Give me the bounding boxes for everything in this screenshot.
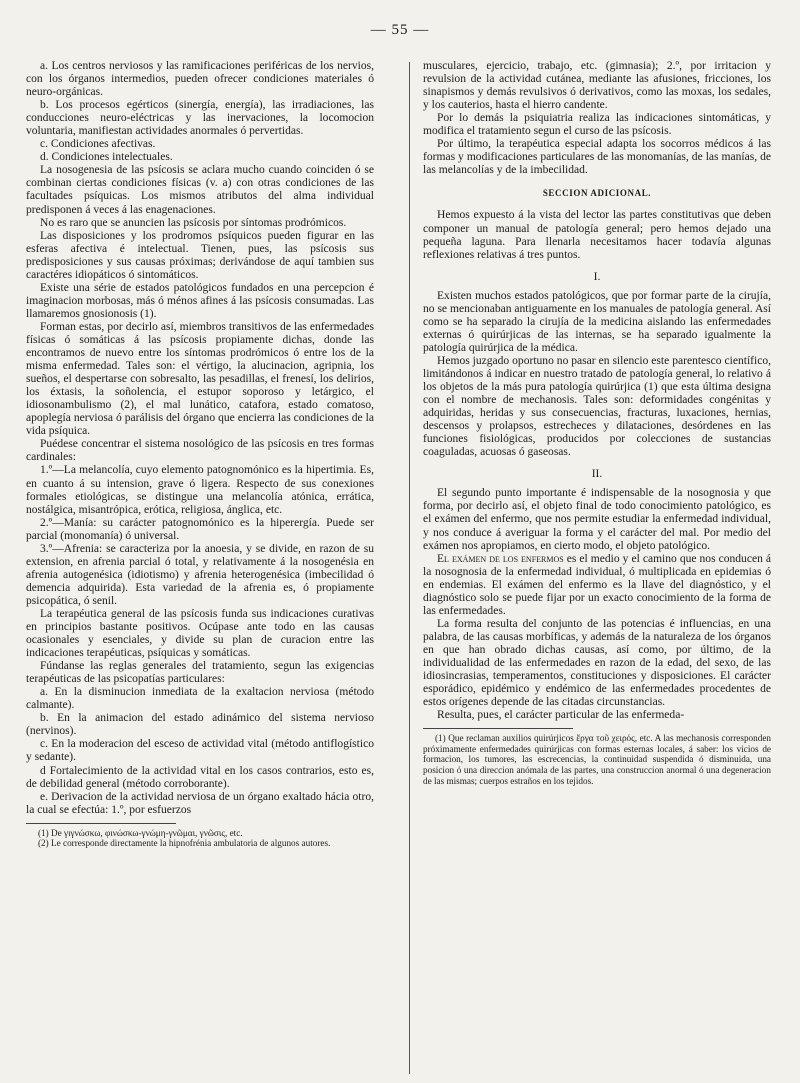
paragraph: 1.º—La melancolía, cuyo elemento patognomónico es la hipertimia. Es, en cuanto á su intension, grave ó ligera. Respecto de sus conexiones formales etiológicas, se distingue una melancolía atónica, errática, nostálgica, misantrópica, erótica, religiosa, ánglica, etc. <box>26 464 374 516</box>
paragraph: a. Los centros nerviosos y las ramificaciones periféricas de los nervios, con los órganos intermedios, pueden ofrecer condiciones materiales ó neuro-orgánicas. <box>26 60 374 99</box>
paragraph: Hemos expuesto á la vista del lector las partes constitutivas que deben componer un manual de patología general; pero hemos dejado una pequeña laguna. Para llenarla necesitamos hacer todavía algunas reflexiones relativas á tres puntos. <box>423 209 771 261</box>
paragraph: e. Derivacion de la actividad nerviosa de un órgano exaltado hácia otro, la cual se efectúa: 1.º, por esfuerzos <box>26 790 374 816</box>
paragraph: No es raro que se anuncien las psícosis por síntomas prodrómicos. <box>40 216 347 229</box>
paragraph: Por último, la terapéutica especial adapta los socorros médicos á las formas y modificaciones particulares de las monomanías, de las manías, de las melancolías y de la imbecilidad. <box>423 138 771 177</box>
footnote: (1) De γιγνώσκω, φινώσκω-γνώμη-γνῶμαι, γνῶσις, etc. <box>38 827 243 838</box>
footnote-divider <box>423 728 573 729</box>
paragraph: El segundo punto importante é indispensable de la nosognosia y que forma, por decirlo así, el objeto final de todo conocimiento patológico, es el exámen del enfermo, que nos permite estudiar la enfermedad individual, y nos conduce á averiguar la forma y el carácter del mal. Por medio del exámen nos apropiamos, en cierto modo, el objeto patológico. <box>423 487 771 552</box>
paragraph: d Fortalecimiento de la actividad vital en los casos contrarios, esto es, de debilidad general (método corroborante). <box>26 764 374 790</box>
paragraph: c. Condiciones afectivas. <box>40 138 156 151</box>
paragraph: Puédese concentrar el sistema nosológico de las psícosis en tres formas cardinales: <box>26 438 374 464</box>
paragraph: 3.º—Afrenia: se caracteriza por la anoesia, y se divide, en razon de su extension, en afrenia parcial ó total, y relativamente á la nosogenésia en afrenia autogenésica (idiotismo) y afrenia heterogenésica (imbecilidad ó demencia adquirida). Esta variedad de la afrenia es, ó propiamente psicopática, ó senil. <box>26 542 374 607</box>
part-heading-1: I. <box>593 270 601 283</box>
paragraph: Hemos juzgado oportuno no pasar en silencio este parentesco científico, limitándonos á indicar en nuestro tratado de patología general, lo relativo á los objetos de la más pura patología quirúrjica (1) que esta última designa con el nombre de mechanosis. Tales son: deformidades congénitas y adquiridas, heridas y sus consecuencias, fracturas, luxaciones, hernias, descensos y prolapsos, estrecheces y dilataciones, desórdenes en las funciones fisiológicas, producidos por colecciones de sustancias coaguladas, acuosas ó gaseosas. <box>423 354 771 459</box>
paragraph: musculares, ejercicio, trabajo, etc. (gimnasia); 2.º, por irritacion y revulsion de la actividad cutánea, mediante las afusiones, fricciones, los sinapismos y demás revulsivos ó derivativos, como las moxas, los sedales, y los cauterios, hasta el hierro candente. <box>423 60 771 112</box>
paragraph: La forma resulta del conjunto de las potencias é influencias, en una palabra, de las causas morbíficas, y además de la naturaleza de los órganos en que han obrado dichas causas, así como, por último, de la individualidad de las enfermedades en razon de la edad, del sexo, de las idiosincrasias, temperamentos, constituciones y disposiciones. El carácter esporádico, epidémico y endémico de las enfermedades procedentes de estos orígenes depende de las citadas circunstancias. <box>423 617 771 709</box>
page-number: — 55 — <box>370 22 430 38</box>
paragraph: Forman estas, por decirlo así, miembros transitivos de las enfermedades físicas ó somáticas á las psícosis propiamente dichas, donde las encontramos de nuevo entre los síntomas prodrómicos ó entre los de la misma enfermedad. Tales son: el vértigo, la alucinacion, agripnia, los sueños, el despertarse con sobresalto, las pesadillas, el frenesí, los delirios, los éxtasis, la soñolencia, el estupor soporoso y letárgico, el idiosonambulismo (2), el mal lunático, catafora, estado comatoso, apoplegía nerviosa ó parálisis del órgano que encierra las condiciones de la vida psíquica. <box>26 320 374 438</box>
paragraph: Existe una série de estados patológicos fundados en una percepcion é imaginacion morbosas, más ó ménos afines á las psícosis consumadas. Las llamaremos gnosionosis (1). <box>26 281 374 320</box>
paragraph: 2.º—Manía: su carácter patognomónico es la hiperergía. Puede ser parcial (monomanía) ó universal. <box>26 516 374 542</box>
footnote-divider <box>26 823 176 824</box>
part-heading-2: II. <box>591 468 603 481</box>
paragraph <box>423 553 771 618</box>
column-divider <box>409 62 410 1074</box>
paragraph: Fúndanse las reglas generales del tratamiento, segun las exigencias terapéuticas de las psicopatías particulares: <box>26 660 374 686</box>
left-footnotes <box>26 828 374 849</box>
paragraph: La nosogenesia de las psícosis se aclara mucho cuando coinciden ó se combinan ciertas condiciones físicas (v. a) con otras condiciones de las facultades psíquicas. Los mismos atributos del alma individual predisponen á veces á las enagenaciones. <box>26 164 374 216</box>
paragraph-text: es el medio y el camino que nos conducen á la nosognosia de la enfermedad individual, ó multiplicada en epidemias ó en endemias. El exámen del enfermo es la llave del diagnóstico, y el diagnóstico solo se puede fijar por un exacto conocimiento de la forma de las enfermedades. <box>423 552 771 617</box>
paragraph: c. En la moderacion del esceso de actividad vital (método antiflogístico y sedante). <box>26 738 374 764</box>
paragraph: Resulta, pues, el carácter particular de las enfermeda- <box>437 709 685 722</box>
paragraph: Existen muchos estados patológicos, que por formar parte de la cirujía, no se mencionaban antiguamente en los manuales de patología general. Así como se ha separado la cirujía de la medicina aislando las enfermedades externas ó quirúrjicas de las internas, se ha separado igualmente la patología quirúrjica de la médica. <box>423 289 771 354</box>
footnote: (1) Que reclaman auxilios quirúrjicos ἔργα τοῦ χειρός, etc. A las mechanosis corresponden próximamente enfermedades quirúrjicas con formas esternas locales, á saber: los vicios de formacion, los tumores, las escrecencias, la continuidad suspendida ó disminuida, una posicion ó una direccion anómala de las partes, una construccion anormal ó una degeneracion de las mismas; cuerpos estraños en los tejidos. <box>423 733 771 786</box>
paragraph: d. Condiciones intelectuales. <box>40 151 173 164</box>
section-heading: SECCION ADICIONAL. <box>542 188 652 199</box>
right-column <box>423 60 771 786</box>
emphasis-lead: El exámen de los enfermos <box>437 552 564 565</box>
footnote: (2) Le corresponde directamente la hipnofrénia ambulatoria de algunos autores. <box>38 838 331 849</box>
paragraph: Las disposiciones y los prodromos psíquicos pueden figurar en las esferas afectiva é intelectual. Tienen, pues, las psícosis sus predisposiciones y sus causas próximas; derivándose de aquí tambien sus caractéres idiopáticos ó sintomáticos. <box>26 229 374 281</box>
paragraph: b. Los procesos egérticos (sinergía, energía), las irradiaciones, las conducciones neuro-eléctricas y las inervaciones, la locomocion voluntaria, manifiestan actividades anormales ó pervertidas. <box>26 99 374 138</box>
paragraph: Por lo demás la psiquiatria realiza las indicaciones sintomáticas, y modifica el tratamiento segun el curso de las psícosis. <box>423 112 771 138</box>
paragraph: b. En la animacion del estado adinámico del sistema nervioso (nervinos). <box>26 712 374 738</box>
paragraph: La terapéutica general de las psícosis funda sus indicaciones curativas en principios bastante positivos. Ocúpase ante todo en las causas ocasionales y esenciales, y divide su plan de curacion entre las indicaciones terapéuticas, psíquicas y somáticas. <box>26 607 374 660</box>
right-footnotes <box>423 733 771 786</box>
left-column <box>26 60 374 849</box>
paragraph: a. En la disminucion inmediata de la exaltacion nerviosa (método calmante). <box>26 686 374 712</box>
